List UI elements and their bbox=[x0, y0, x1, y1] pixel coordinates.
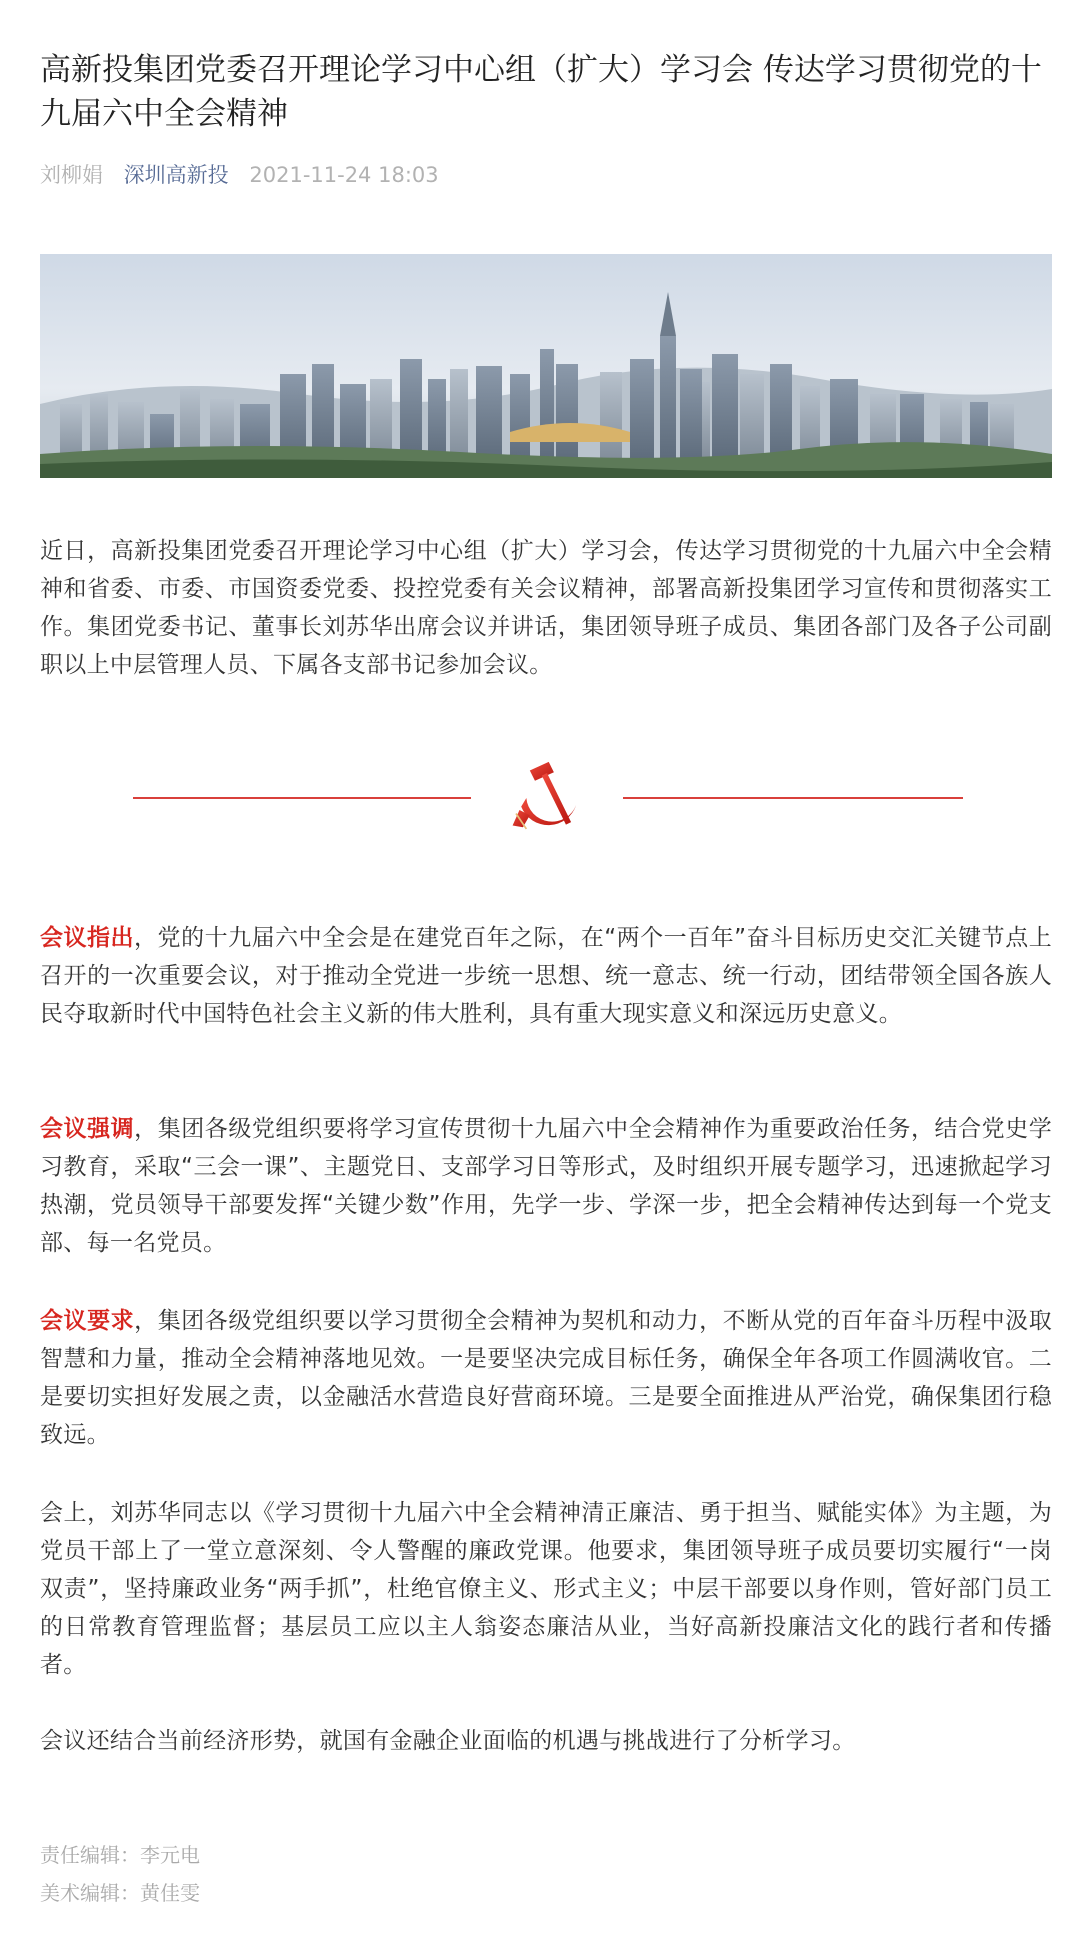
article-title: 高新投集团党委召开理论学习中心组（扩大）学习会 传达学习贯彻党的十九届六中全会精神 bbox=[40, 52, 1042, 132]
section-meeting-emphasized bbox=[40, 1110, 1052, 1262]
art-editor-credit: 美术编辑：黄佳雯 bbox=[40, 1881, 200, 1905]
section-body: ，党的十九届六中全会是在建党百年之际，在“两个一百年”奋斗目标历史交汇关键节点上召开的一次重要会议，对于推动全党进一步统一思想、统一意志、统一行动，团结带领全国各族人民夺取新时代中国特色社会主义新的伟大胜利，具有重大现实意义和深远历史意义。 bbox=[40, 925, 1052, 1027]
publish-date: 2021-11-24 18:03 bbox=[249, 163, 439, 187]
section-meeting-required bbox=[40, 1302, 1052, 1454]
intro-paragraph: 近日，高新投集团党委召开理论学习中心组（扩大）学习会，传达学习贯彻党的十九届六中全会精神和省委、市委、市国资委党委、投控党委有关会议精神，部署高新投集团学习宣传和贯彻落实工作。集团党委书记、董事长刘苏华出席会议并讲话，集团领导班子成员、集团各部门及各子公司副职以上中层管理人员、下属各支部书记参加会议。 bbox=[40, 538, 1052, 678]
account-link[interactable]: 深圳高新投 bbox=[123, 163, 229, 187]
section-lead: 会议要求 bbox=[40, 1308, 135, 1334]
section-meeting-pointed-out bbox=[40, 919, 1052, 1033]
section-body: ，集团各级党组织要以学习贯彻全会精神为契机和动力，不断从党的百年奋斗历程中汲取智慧和力量，推动全会精神落地见效。一是要坚决完成目标任务，确保全年各项工作圆满收官。二是要切实担好发展之责，以金融活水营造良好营商环境。三是要全面推进从严治党，确保集团行稳致远。 bbox=[40, 1308, 1053, 1448]
article-meta bbox=[40, 160, 453, 190]
section-lead: 会议指出 bbox=[40, 925, 135, 951]
city-skyline-photo bbox=[40, 254, 1052, 478]
banner-image bbox=[40, 254, 1052, 478]
lecture-paragraph: 会上，刘苏华同志以《学习贯彻十九届六中全会精神清正廉洁、勇于担当、赋能实体》为主题，为党员干部上了一堂立意深刻、令人警醒的廉政党课。他要求，集团领导班子成员要切实履行“一岗双责”，坚持廉政业务“两手抓”，杜绝官僚主义、形式主义；中层干部要以身作则，管好部门员工的日常教育管理监督；基层员工应以主人翁姿态廉洁从业，当好高新投廉洁文化的践行者和传播者。 bbox=[40, 1500, 1052, 1678]
party-emblem-icon bbox=[504, 755, 590, 841]
section-body: ，集团各级党组织要将学习宣传贯彻十九届六中全会精神作为重要政治任务，结合党史学习教育，采取“三会一课”、主题党日、支部学习日等形式，及时组织开展专题学习，迅速掀起学习热潮，党员领导干部要发挥“关键少数”作用，先学一步、学深一步，把全会精神传达到每一个党支部、每一名党员。 bbox=[40, 1116, 1053, 1256]
editor-credit: 责任编辑：李元电 bbox=[40, 1843, 200, 1867]
author-name: 刘柳娟 bbox=[40, 163, 103, 187]
divider-line-left bbox=[133, 797, 471, 799]
closing-paragraph: 会议还结合当前经济形势，就国有金融企业面临的机遇与挑战进行了分析学习。 bbox=[40, 1728, 856, 1754]
section-lead: 会议强调 bbox=[40, 1116, 135, 1142]
divider-line-right bbox=[623, 797, 963, 799]
